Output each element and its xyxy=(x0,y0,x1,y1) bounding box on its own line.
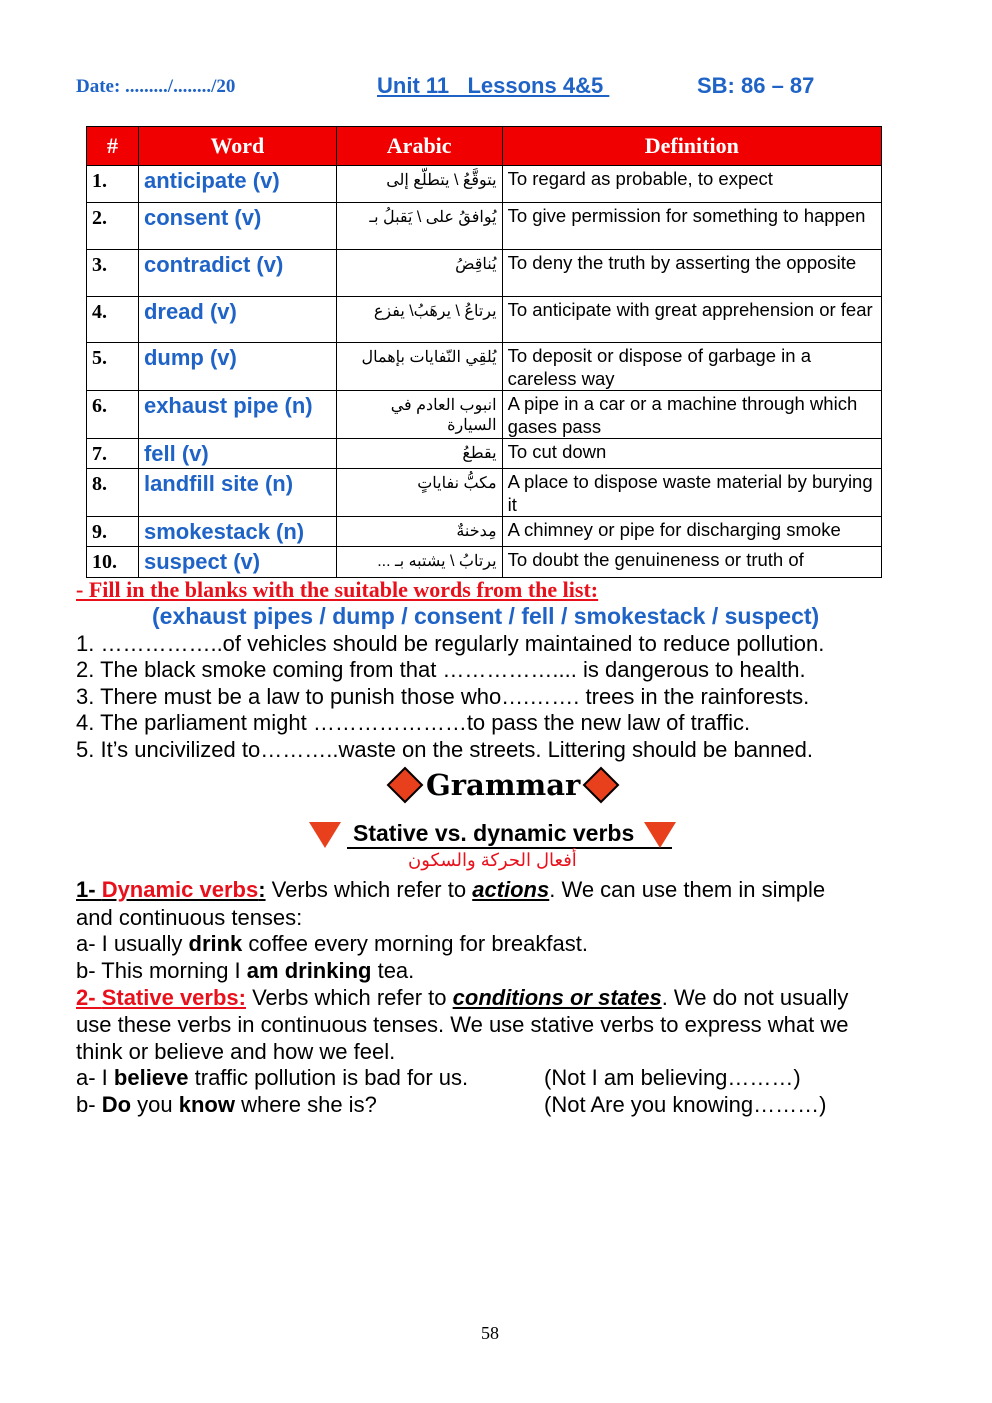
dynamic-label: Dynamic verbs xyxy=(101,877,259,902)
grammar-arabic: أفعال الحركة والسكون xyxy=(408,850,577,870)
text: b- xyxy=(76,1092,102,1117)
emphasis: conditions or states xyxy=(452,985,662,1010)
exercise-line-3: 3. There must be a law to punish those who….……. trees in the rainforests. xyxy=(76,684,810,709)
sb-pages: SB: 86 – 87 xyxy=(697,73,815,98)
vocab-word: smokestack (n) xyxy=(138,517,336,547)
stative-definition xyxy=(76,985,848,1011)
vocab-word: anticipate (v) xyxy=(138,166,336,203)
header-arabic: Arabic xyxy=(336,127,502,166)
vocab-word: dump (v) xyxy=(138,343,336,391)
unit-title: Unit 11 Lessons 4&5 xyxy=(377,73,610,98)
vocab-table xyxy=(86,126,882,578)
definition: To anticipate with great apprehension or fear xyxy=(502,297,881,343)
definition: To deny the truth by asserting the opposite xyxy=(502,250,881,297)
definition: A place to dispose waste material by burying it xyxy=(502,469,881,517)
row-number: 10. xyxy=(87,547,139,578)
arabic-translation: مكبُّ نفاياتٍ xyxy=(336,469,502,517)
exercise-line-5: 5. It’s uncivilized to………..waste on the streets. Littering should be banned. xyxy=(76,737,813,762)
stative-example-a xyxy=(76,1065,468,1091)
text: . We can use them in simple xyxy=(549,877,826,902)
diamond-icon xyxy=(387,767,424,804)
text: a- I usually xyxy=(76,931,189,956)
definition: To cut down xyxy=(502,439,881,469)
row-number: 1. xyxy=(87,166,139,203)
stative-example-b xyxy=(76,1092,377,1118)
text: b- This morning I xyxy=(76,958,247,983)
exercise-line-4: 4. The parliament might …………………to pass the new law of traffic. xyxy=(76,710,751,735)
text: tea. xyxy=(371,958,415,983)
bold-verb: believe xyxy=(113,1065,189,1090)
exercise-title: - Fill in the blanks with the suitable words from the list: xyxy=(76,577,599,602)
stative-label: Stative verbs: xyxy=(101,985,246,1010)
dynamic-line-2: and continuous tenses: xyxy=(76,905,303,930)
row-number: 8. xyxy=(87,469,139,517)
arabic-translation: مِدخنةٌ xyxy=(336,517,502,547)
arabic-translation: يرتابُ \ يشتبه بـ ... xyxy=(336,547,502,578)
arabic-translation: يُوافقُ على \ يَقبلُ بـ xyxy=(336,203,502,250)
date-field: Date: ........./......../20 xyxy=(76,76,236,97)
row-number: 9. xyxy=(87,517,139,547)
stative-line-3: think or believe and how we feel. xyxy=(76,1039,396,1064)
exercise-line-2: 2. The black smoke coming from that …………….... is dangerous to health. xyxy=(76,657,806,682)
text: where she is? xyxy=(234,1092,377,1117)
stative-note-a: (Not I am believing………) xyxy=(544,1065,801,1090)
table-row xyxy=(87,391,882,439)
text: Verbs which refer to xyxy=(245,985,453,1010)
stative-note-b: (Not Are you knowing………) xyxy=(544,1092,827,1117)
row-number: 3. xyxy=(87,250,139,297)
bold-verb: know xyxy=(178,1092,235,1117)
vocab-word: fell (v) xyxy=(138,439,336,469)
arabic-translation: يُلقِي النّفايات بإهمال xyxy=(336,343,502,391)
page-number: 58 xyxy=(481,1323,499,1343)
table-row xyxy=(87,250,882,297)
arabic-translation: يتوقَّعُ \ يتطلّع إلى xyxy=(336,166,502,203)
arabic-translation: انبوب العادم في السيارة xyxy=(336,391,502,439)
definition: A pipe in a car or a machine through which gases pass xyxy=(502,391,881,439)
emphasis: actions xyxy=(472,877,550,902)
text: a- I xyxy=(76,1065,114,1090)
dynamic-definition xyxy=(76,877,825,903)
bold-verb: Do xyxy=(101,1092,132,1117)
definition: To regard as probable, to expect xyxy=(502,166,881,203)
row-number: 7. xyxy=(87,439,139,469)
row-number: 6. xyxy=(87,391,139,439)
arabic-translation: يُناقِضُ xyxy=(336,250,502,297)
st-num: 2- xyxy=(76,985,102,1010)
grammar-subtitle: Stative vs. dynamic verbs xyxy=(347,820,672,849)
vocab-word: exhaust pipe (n) xyxy=(138,391,336,439)
table-row xyxy=(87,297,882,343)
table-row xyxy=(87,343,882,391)
grammar-title: Grammar xyxy=(426,768,581,802)
vocab-word: suspect (v) xyxy=(138,547,336,578)
bold-verb: am drinking xyxy=(246,958,372,983)
stative-line-2: use these verbs in continuous tenses. We use stative verbs to express what we xyxy=(76,1012,849,1037)
triangle-down-icon xyxy=(644,822,676,848)
triangle-down-icon xyxy=(309,822,341,848)
header-definition: Definition xyxy=(502,127,881,166)
text: you xyxy=(131,1092,179,1117)
vocab-word: consent (v) xyxy=(138,203,336,250)
grammar-heading xyxy=(392,768,614,802)
colon: : xyxy=(258,877,266,902)
table-row xyxy=(87,203,882,250)
subtitle-row xyxy=(309,820,672,849)
table-row xyxy=(87,469,882,517)
definition: A chimney or pipe for discharging smoke xyxy=(502,517,881,547)
header-word: Word xyxy=(138,127,336,166)
definition: To give permission for something to happen xyxy=(502,203,881,250)
table-header xyxy=(87,127,882,166)
vocab-word: landfill site (n) xyxy=(138,469,336,517)
vocab-word: dread (v) xyxy=(138,297,336,343)
dynamic-example-b xyxy=(76,958,414,984)
table-row xyxy=(87,439,882,469)
text: traffic pollution is bad for us. xyxy=(188,1065,469,1090)
exercise-line-1: 1. ……………..of vehicles should be regularly maintained to reduce pollution. xyxy=(76,631,825,656)
row-number: 5. xyxy=(87,343,139,391)
word-list: (exhaust pipes / dump / consent / fell / smokestack / suspect) xyxy=(152,603,820,629)
dynamic-example-a xyxy=(76,931,588,957)
definition: To deposit or dispose of garbage in a careless way xyxy=(502,343,881,391)
row-number: 4. xyxy=(87,297,139,343)
row-number: 2. xyxy=(87,203,139,250)
text: coffee every morning for breakfast. xyxy=(242,931,588,956)
arabic-translation: يرتاعُ \ يرهَبُ\ يفزع xyxy=(336,297,502,343)
table-row xyxy=(87,517,882,547)
definition: To doubt the genuineness or truth of xyxy=(502,547,881,578)
bold-verb: drink xyxy=(188,931,243,956)
header-num: # xyxy=(87,127,139,166)
dyn-num: 1- xyxy=(76,877,102,902)
text: Verbs which refer to xyxy=(265,877,473,902)
diamond-icon xyxy=(583,767,620,804)
table-row xyxy=(87,166,882,203)
text: . We do not usually xyxy=(661,985,849,1010)
vocab-word: contradict (v) xyxy=(138,250,336,297)
table-row xyxy=(87,547,882,578)
arabic-translation: يقطعُ xyxy=(336,439,502,469)
